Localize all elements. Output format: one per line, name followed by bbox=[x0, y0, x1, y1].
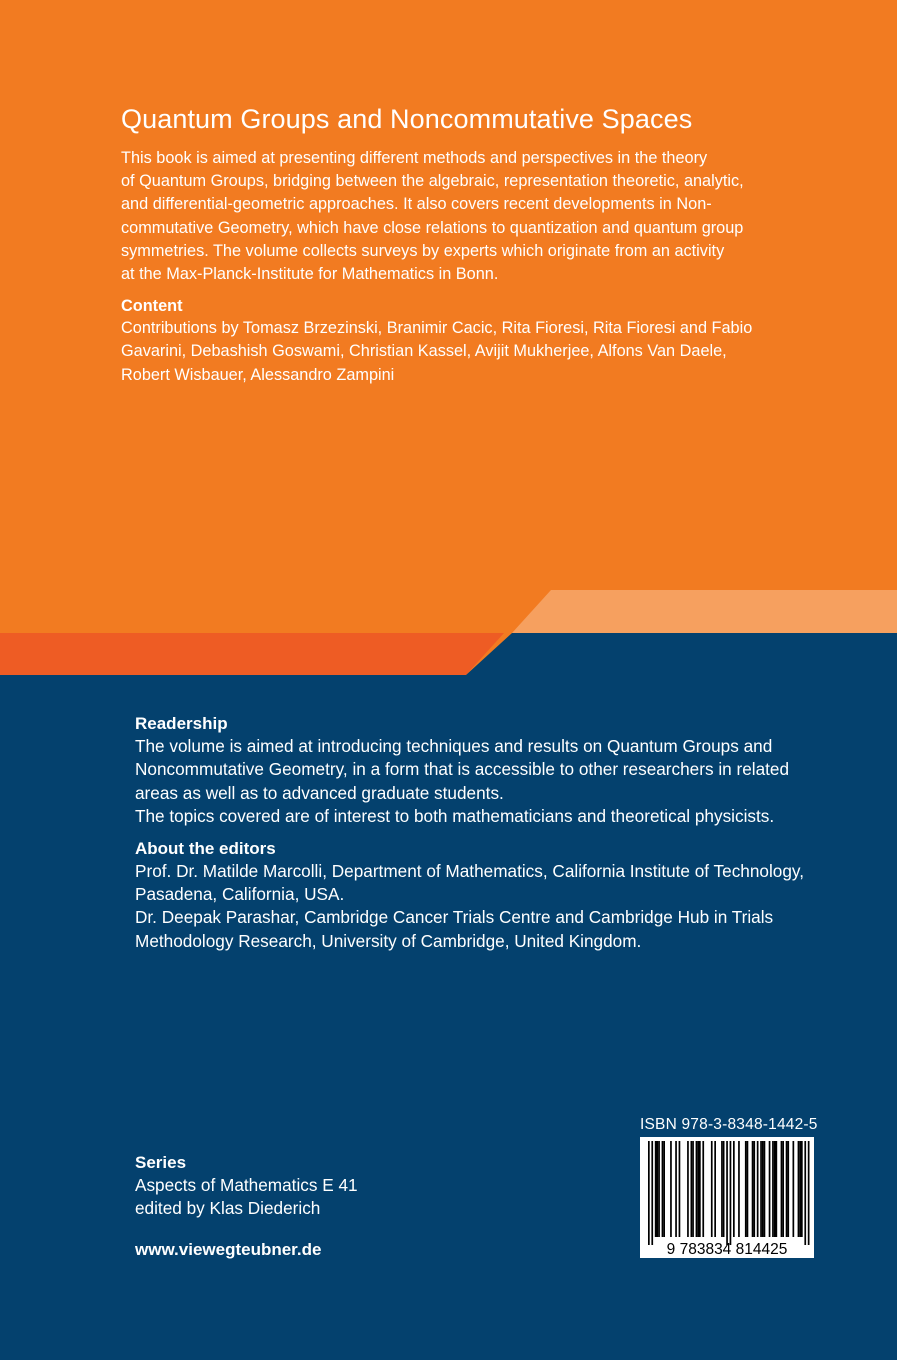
editors-heading: About the editors bbox=[135, 838, 276, 858]
barcode-bar bbox=[753, 1141, 755, 1237]
barcode-bar bbox=[781, 1141, 783, 1237]
barcode-bars bbox=[648, 1141, 810, 1245]
publisher-website[interactable]: www.viewegteubner.de bbox=[135, 1240, 322, 1259]
barcode-bar bbox=[774, 1141, 776, 1237]
readership-line: The volume is aimed at introducing techniques and results on Quantum Groups and bbox=[135, 736, 773, 756]
barcode-bar bbox=[662, 1141, 664, 1237]
barcode bbox=[640, 1137, 814, 1258]
barcode-bar bbox=[760, 1141, 762, 1237]
content-heading: Content bbox=[121, 297, 183, 316]
barcode-bar bbox=[721, 1141, 723, 1237]
barcode-bar bbox=[769, 1141, 771, 1237]
barcode-bar bbox=[679, 1141, 681, 1237]
barcode-bar bbox=[782, 1141, 784, 1237]
barcode-bar bbox=[801, 1141, 803, 1237]
content-line: Robert Wisbauer, Alessandro Zampini bbox=[121, 365, 395, 384]
barcode-bar bbox=[733, 1141, 735, 1237]
description-line: commutative Geometry, which have close relations to quantization and quantum group bbox=[121, 218, 744, 237]
barcode-bar bbox=[711, 1141, 713, 1237]
barcode-bar bbox=[730, 1141, 732, 1245]
description-line: symmetries. The volume collects surveys by experts which originate from an activity bbox=[121, 241, 725, 260]
bottom-text-block bbox=[135, 713, 855, 953]
barcode-bar bbox=[658, 1141, 660, 1237]
barcode-bar bbox=[657, 1141, 659, 1237]
book-title: Quantum Groups and Noncommutative Spaces bbox=[121, 104, 693, 134]
readership-line: areas as well as to advanced graduate students. bbox=[135, 782, 504, 803]
isbn-label: ISBN 978-3-8348-1442-5 bbox=[640, 1116, 818, 1133]
barcode-bar bbox=[776, 1141, 778, 1237]
barcode-bar bbox=[738, 1141, 740, 1237]
band-light-orange bbox=[512, 590, 897, 633]
description-line: of Quantum Groups, bridging between the algebraic, representation theoretic, analytic, bbox=[121, 172, 744, 191]
barcode-bar bbox=[696, 1141, 698, 1237]
band-navy-wedge bbox=[466, 633, 897, 675]
description-line: at the Max-Planck-Institute for Mathematics in Bonn. bbox=[121, 265, 499, 284]
barcode-bar bbox=[723, 1141, 725, 1237]
barcode-bar bbox=[799, 1141, 801, 1237]
band-dark-orange bbox=[0, 633, 504, 675]
barcode-bar bbox=[655, 1141, 657, 1237]
barcode-bar bbox=[752, 1141, 754, 1237]
readership-line: The topics covered are of interest to both mathematicians and theoretical physicists. bbox=[135, 806, 775, 827]
barcode-bar bbox=[808, 1141, 810, 1245]
editors-line: Methodology Research, University of Cambridge, United Kingdom. bbox=[135, 930, 642, 951]
series-line: edited by Klas Diederich bbox=[135, 1198, 321, 1219]
series-line: Aspects of Mathematics E 41 bbox=[135, 1175, 358, 1195]
editors-line: Dr. Deepak Parashar, Cambridge Cancer Trials Centre and Cambridge Hub in Trials bbox=[135, 907, 774, 928]
barcode-bar bbox=[798, 1141, 800, 1237]
barcode-bar bbox=[687, 1141, 689, 1237]
description-line: and differential-geometric approaches. It also covers recent developments in Non- bbox=[121, 195, 712, 214]
barcode-bar bbox=[697, 1141, 699, 1237]
barcode-bar bbox=[702, 1141, 704, 1237]
editors-line: Pasadena, California, USA. bbox=[135, 884, 345, 905]
barcode-bar bbox=[793, 1141, 795, 1237]
barcode-bar bbox=[747, 1141, 749, 1237]
barcode-bar bbox=[762, 1141, 764, 1237]
readership-heading: Readership bbox=[135, 714, 228, 733]
barcode-bar bbox=[691, 1141, 693, 1237]
series-block bbox=[135, 1152, 535, 1221]
barcode-bar bbox=[692, 1141, 694, 1237]
barcode-bar bbox=[764, 1141, 766, 1237]
description-line: This book is aimed at presenting different methods and perspectives in the theory bbox=[121, 149, 708, 167]
top-text-block bbox=[121, 104, 821, 387]
content-contributors bbox=[121, 317, 821, 387]
barcode-bar bbox=[648, 1141, 650, 1245]
barcode-bar bbox=[675, 1141, 677, 1237]
barcode-bar bbox=[651, 1141, 653, 1245]
content-line: Gavarini, Debashish Goswami, Christian Kassel, Avijit Mukherjee, Alfons Van Daele, bbox=[121, 342, 727, 361]
barcode-bar bbox=[714, 1141, 716, 1237]
barcode-bar bbox=[786, 1141, 788, 1237]
readership-line: Noncommutative Geometry, in a form that is accessible to other researchers in related bbox=[135, 759, 790, 780]
barcode-bar bbox=[699, 1141, 701, 1237]
barcode-graphic bbox=[640, 1137, 814, 1258]
barcode-bar bbox=[787, 1141, 789, 1237]
editors-line: Prof. Dr. Matilde Marcolli, Department of Mathematics, California Institute of Technology, bbox=[135, 860, 805, 881]
barcode-number: 9 783834 814425 bbox=[666, 1241, 788, 1258]
barcode-bar bbox=[772, 1141, 774, 1237]
barcode-bar bbox=[663, 1141, 665, 1237]
barcode-bar bbox=[670, 1141, 672, 1237]
series-heading: Series bbox=[135, 1153, 187, 1172]
readership-text bbox=[135, 735, 855, 829]
description bbox=[121, 147, 821, 286]
barcode-bar bbox=[726, 1141, 728, 1245]
editors-text bbox=[135, 860, 855, 954]
content-line: Contributions by Tomasz Brzezinski, Branimir Cacic, Rita Fioresi, Rita Fioresi and Fabio bbox=[121, 319, 753, 338]
barcode-bar bbox=[757, 1141, 759, 1237]
barcode-bar bbox=[745, 1141, 747, 1237]
barcode-bar bbox=[804, 1141, 806, 1245]
